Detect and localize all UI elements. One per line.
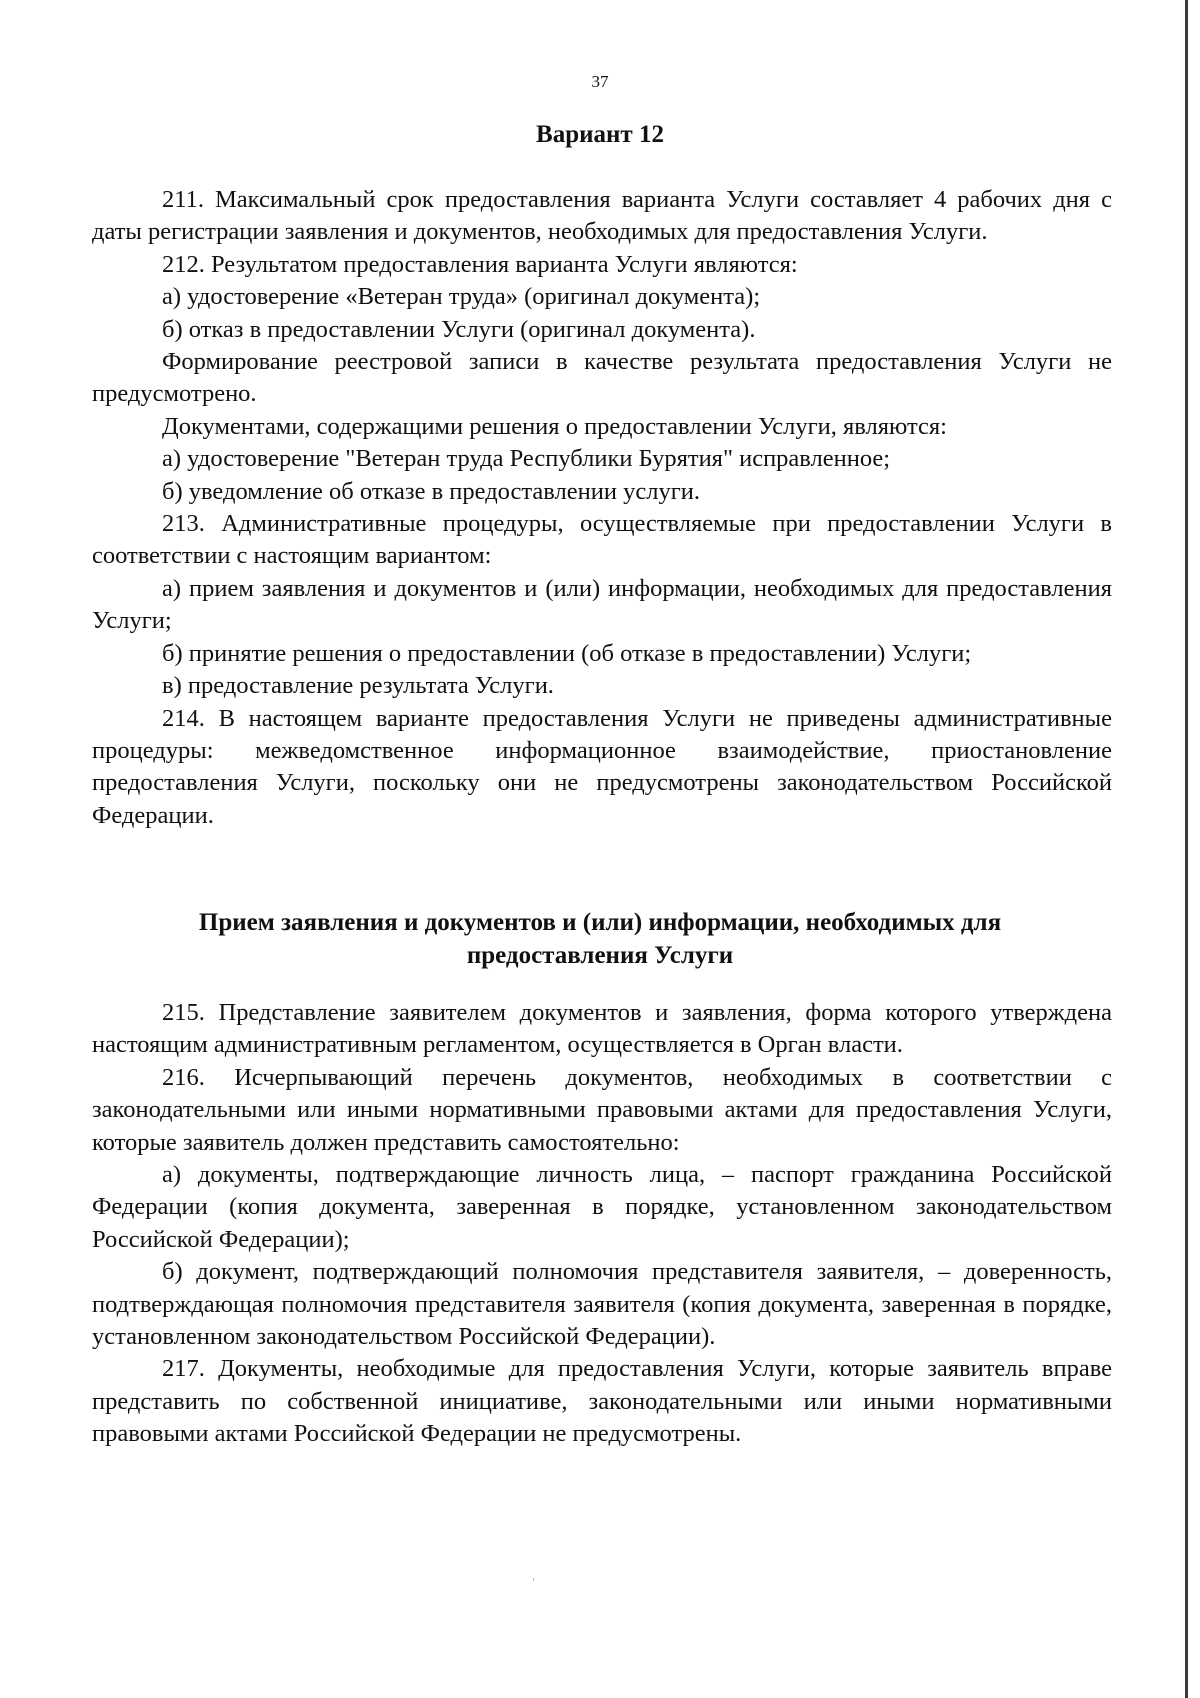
list-item-212-b: б) отказ в предоставлении Услуги (оригинал документа). xyxy=(162,315,756,343)
list-item-212-a: а) удостоверение «Ветеран труда» (оригинал документа); xyxy=(162,283,761,311)
list-item-216-b: б) документ, подтверждающий полномочия представителя заявителя, – доверенность, подтверждающая полномочия представителя заявителя (копия документа, заверенная в порядке, установленном законодательством Российской Федерации). xyxy=(92,1258,1112,1351)
list-item-decision-b: б) уведомление об отказе в предоставлении услуги. xyxy=(162,477,700,505)
page-number: 37 xyxy=(591,72,609,91)
paragraph-registry-record: Формирование реестровой записи в качестве результата предоставления Услуги не предусмотрено. xyxy=(92,348,1112,408)
paragraph-212: 212. Результатом предоставления варианта Услуги являются: xyxy=(162,250,798,278)
paragraphs-part2 xyxy=(92,997,1112,1451)
paragraph-211: 211. Максимальный срок предоставления варианта Услуги составляет 4 рабочих дня с даты регистрации заявления и документов, необходимых для предоставления Услуги. xyxy=(92,186,1112,246)
list-item-213-c: в) предоставление результата Услуги. xyxy=(162,672,554,700)
list-item-213-a: а) прием заявления и документов и (или) информации, необходимых для предоставления Услуги; xyxy=(92,574,1112,635)
list-item-216-a: а) документы, подтверждающие личность лица, – паспорт гражданина Российской Федерации (копия документа, заверенная в порядке, установленном законодательством Российской Федерации); xyxy=(92,1161,1112,1253)
section-heading-line2: предоставления Услуги xyxy=(466,942,734,969)
paragraph-213: 213. Административные процедуры, осуществляемые при предоставлении Услуги в соответствии с настоящим вариантом: xyxy=(92,510,1112,570)
scan-speck xyxy=(533,1578,534,1581)
section-heading xyxy=(0,906,1200,972)
paragraph-decision-documents: Документами, содержащими решения о предоставлении Услуги, являются: xyxy=(162,412,947,440)
variant-heading-text: Вариант 12 xyxy=(536,121,664,148)
scan-edge-line xyxy=(1185,0,1188,1698)
list-item-213-b: б) принятие решения о предоставлении (об отказе в предоставлении) Услуги; xyxy=(162,639,972,667)
paragraph-217: 217. Документы, необходимые для предоставления Услуги, которые заявитель вправе представить по собственной инициативе, законодательными или иными нормативными правовыми актами Российской Федерации не предусмотрены. xyxy=(92,1355,1112,1448)
paragraph-214: 214. В настоящем варианте предоставления Услуги не приведены административные процедуры: межведомственное информационное взаимодействие, приостановление предоставления Услуги, поскольку они не предусмотрены законодательством Российской Федерации. xyxy=(92,704,1112,829)
paragraph-215: 215. Представление заявителем документов и заявления, форма которого утверждена настоящим административным регламентом, осуществляется в Орган власти. xyxy=(92,999,1112,1059)
section-heading-line1: Прием заявления и документов и (или) информации, необходимых для xyxy=(198,909,1002,936)
paragraph-216: 216. Исчерпывающий перечень документов, необходимых в соответствии с законодательными или иными нормативными правовыми актами для предоставления Услуги, которые заявитель должен представить самостоятельно: xyxy=(92,1063,1112,1156)
list-item-decision-a: а) удостоверение "Ветеран труда Республики Бурятия" исправленное; xyxy=(162,445,891,473)
variant-heading xyxy=(0,118,1200,151)
paragraphs-part1 xyxy=(92,184,1112,832)
